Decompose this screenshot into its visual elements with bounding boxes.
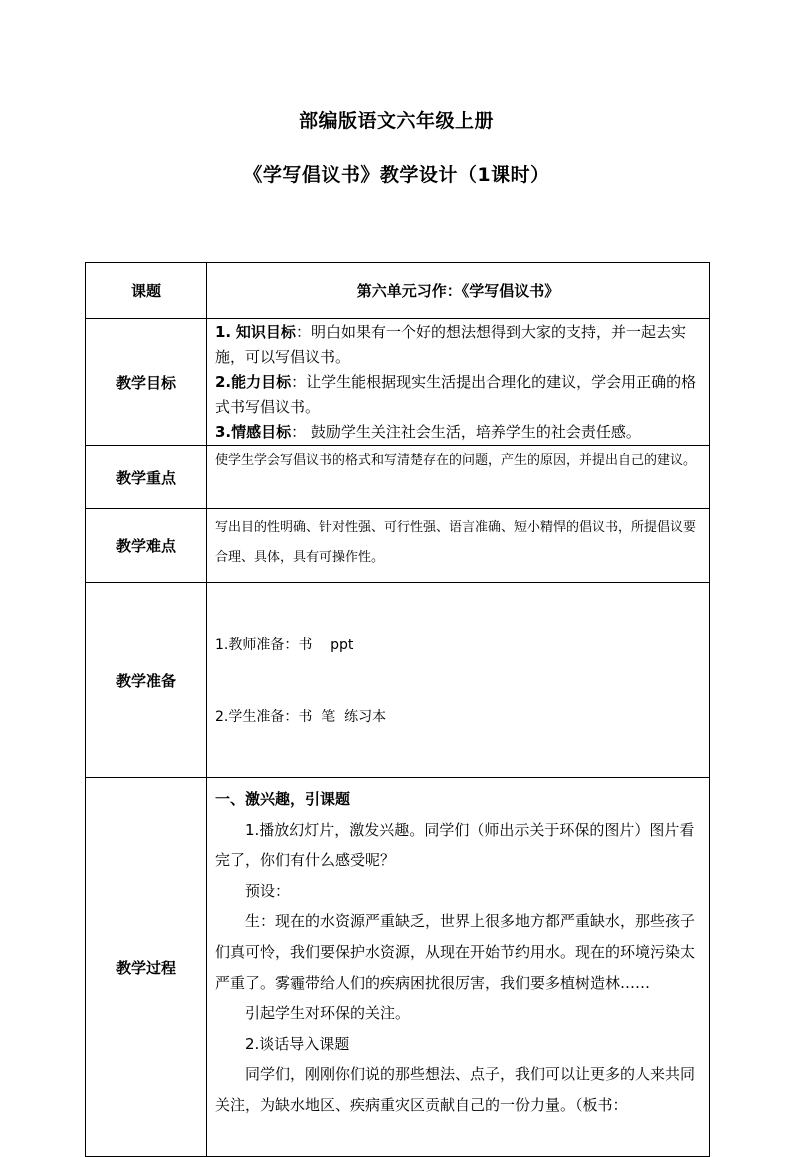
value-topic: [207, 263, 710, 319]
page-title: 部编版语文六年级上册: [298, 110, 494, 132]
label-topic: 课题: [86, 263, 207, 319]
goal-item: 3.情感目标： 鼓励学生关注社会生活，培养学生的社会责任感。: [215, 423, 641, 441]
process-paragraph: 预设：: [245, 881, 291, 900]
process-paragraph: 同学们，刚刚你们说的那些想法、点子，我们可以让更多的人来共同关注，为缺水地区、疾病重灾区贡献自己的一份力量。（板书：: [215, 1065, 696, 1114]
goal-item: 2.能力目标：让学生能根据现实生活提出合理化的建议，学会用正确的格式书写倡议书。: [215, 373, 697, 416]
student-preparation: 2.学生准备：书 笔 练习本: [215, 709, 387, 725]
process-section-title: 一、激兴趣，引课题: [215, 790, 351, 808]
row-difficulty: [86, 509, 710, 583]
value-preparation: [207, 583, 710, 778]
row-preparation: [86, 583, 710, 778]
label-preparation: 教学准备: [86, 583, 207, 778]
label-goals: 教学目标: [86, 319, 207, 446]
process-paragraph: 生：现在的水资源严重缺乏，世界上很多地方都严重缺水，那些孩子们真可怜，我们要保护水资源，从现在开始节约用水。现在的环境污染太严重了。雾霾带给人们的疾病困扰很厉害，我们要多植树造林……: [215, 912, 696, 992]
goal-item: 1. 知识目标：明白如果有一个好的想法想得到大家的支持，并一起去实施，可以写倡议书。: [215, 323, 686, 366]
teacher-preparation: 1.教师准备：书 ppt: [215, 637, 354, 653]
value-process: [207, 778, 710, 1157]
value-key-point: [207, 446, 710, 509]
process-paragraph: 1.播放幻灯片，激发兴趣。同学们（师出示关于环保的图片）图片看完了，你们有什么感受呢？: [215, 820, 695, 870]
row-key-point: [86, 446, 710, 509]
page-subtitle: 《学写倡议书》教学设计（1课时）: [243, 164, 550, 186]
process-paragraph: 2.谈话导入课题: [245, 1034, 350, 1053]
difficulty-text: 写出目的性明确、针对性强、可行性强、语言准确、短小精悍的倡议书，所提倡议要合理、具体，具有可操作性。: [215, 520, 697, 565]
row-process: [86, 778, 710, 1157]
label-key-point: 教学重点: [86, 446, 207, 509]
row-topic: [86, 263, 710, 319]
value-difficulty: [207, 509, 710, 583]
process-paragraph: 引起学生对环保的关注。: [245, 1004, 411, 1023]
value-goals: [207, 319, 710, 446]
key-point-text: 使学生学会写倡议书的格式和写清楚存在的问题，产生的原因，并提出自己的建议。: [215, 453, 697, 468]
row-goals: [86, 319, 710, 446]
lesson-plan-table: [85, 262, 710, 1157]
topic-text: 第六单元习作：《学写倡议书》: [356, 281, 560, 300]
label-process: 教学过程: [86, 778, 207, 1157]
label-difficulty: 教学难点: [86, 509, 207, 583]
